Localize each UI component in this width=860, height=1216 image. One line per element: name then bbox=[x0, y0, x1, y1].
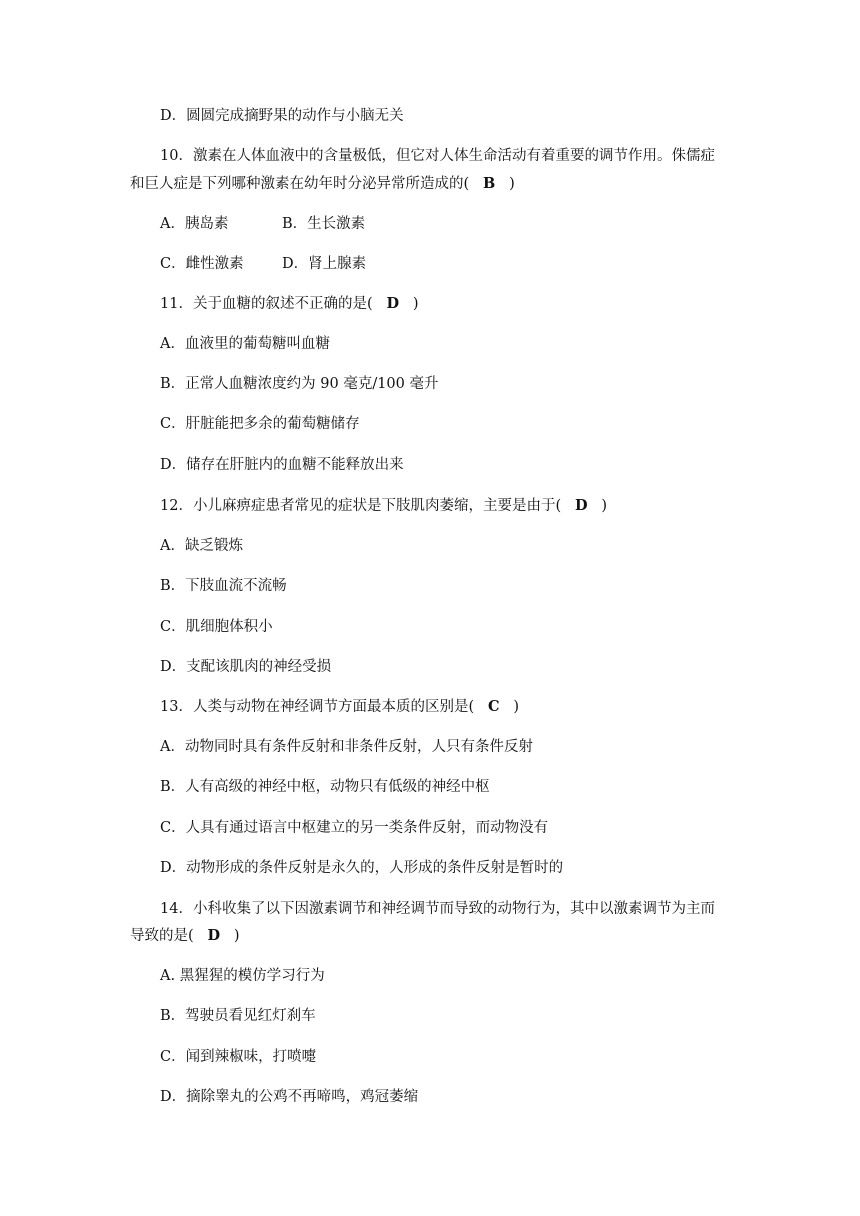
q12-option-b: B．下肢血流不流畅 bbox=[160, 578, 287, 594]
q10-stem-line2 bbox=[130, 174, 515, 194]
q11-option-b: B．正常人血糖浓度约为 90 毫克/100 毫升 bbox=[160, 376, 439, 392]
q14-option-c: C．闻到辣椒味，打喷嚏 bbox=[160, 1049, 317, 1065]
q10-answer: B bbox=[482, 175, 496, 192]
q13-option-c: C．人具有通过语言中枢建立的另一类条件反射，而动物没有 bbox=[160, 820, 549, 836]
q14-stem-line2 bbox=[130, 926, 240, 946]
q13-option-b: B．人有高级的神经中枢，动物只有低级的神经中枢 bbox=[160, 779, 490, 795]
q14-option-a: A. 黑猩猩的模仿学习行为 bbox=[160, 968, 325, 984]
q11-answer: D bbox=[386, 295, 400, 312]
q11-option-d: D．储存在肝脏内的血糖不能释放出来 bbox=[160, 457, 404, 473]
q12-option-a: A．缺乏锻炼 bbox=[160, 538, 243, 554]
q11-close-paren: ) bbox=[412, 296, 419, 312]
q12-stem bbox=[160, 496, 607, 516]
q13-close-paren: ) bbox=[513, 699, 519, 715]
q12-close-paren: ) bbox=[601, 498, 608, 514]
q9-option-d: D．圆圆完成摘野果的动作与小脑无关 bbox=[160, 108, 404, 124]
q14-close-paren: ) bbox=[233, 928, 240, 944]
q14-answer: D bbox=[207, 927, 221, 944]
q11-stem-text: 11．关于血糖的叙述不正确的是( bbox=[160, 296, 373, 312]
q10-stem-line1: 10．激素在人体血液中的含量极低，但它对人体生命活动有着重要的调节作用。侏儒症 bbox=[160, 148, 715, 164]
q11-option-c: C．肝脏能把多余的葡萄糖储存 bbox=[160, 416, 360, 432]
q11-option-a: A．血液里的葡萄糖叫血糖 bbox=[160, 336, 330, 352]
q10-stem-text: 和巨人症是下列哪种激素在幼年时分泌异常所造成的( bbox=[130, 176, 470, 192]
q10-option-d: D．肾上腺素 bbox=[282, 256, 367, 272]
q14-option-b: B．驾驶员看见红灯刹车 bbox=[160, 1008, 316, 1024]
q13-stem bbox=[160, 697, 519, 717]
q13-option-d: D．动物形成的条件反射是永久的，人形成的条件反射是暂时的 bbox=[160, 860, 564, 876]
q13-option-a: A．动物同时具有条件反射和非条件反射，人只有条件反射 bbox=[160, 739, 533, 755]
q14-option-d: D．摘除睾丸的公鸡不再啼鸣，鸡冠萎缩 bbox=[160, 1089, 419, 1105]
q10-close-paren: ) bbox=[509, 176, 515, 192]
q10-option-b: B．生长激素 bbox=[282, 216, 366, 232]
q12-option-d: D．支配该肌肉的神经受损 bbox=[160, 659, 332, 675]
q10-option-c: C．雌性激素 bbox=[160, 256, 244, 272]
q12-answer: D bbox=[574, 497, 588, 514]
q10-option-a: A．胰岛素 bbox=[160, 216, 229, 232]
q14-stem-text: 导致的是( bbox=[130, 928, 194, 944]
q11-stem bbox=[160, 294, 419, 314]
q12-stem-text: 12．小儿麻痹症患者常见的症状是下肢肌肉萎缩，主要是由于( bbox=[160, 498, 562, 514]
q13-answer: C bbox=[487, 698, 500, 715]
q12-option-c: C．肌细胞体积小 bbox=[160, 619, 273, 635]
q14-stem-line1: 14．小科收集了以下因激素调节和神经调节而导致的动物行为，其中以激素调节为主而 bbox=[160, 901, 715, 917]
q13-stem-text: 13．人类与动物在神经调节方面最本质的区别是( bbox=[160, 699, 475, 715]
